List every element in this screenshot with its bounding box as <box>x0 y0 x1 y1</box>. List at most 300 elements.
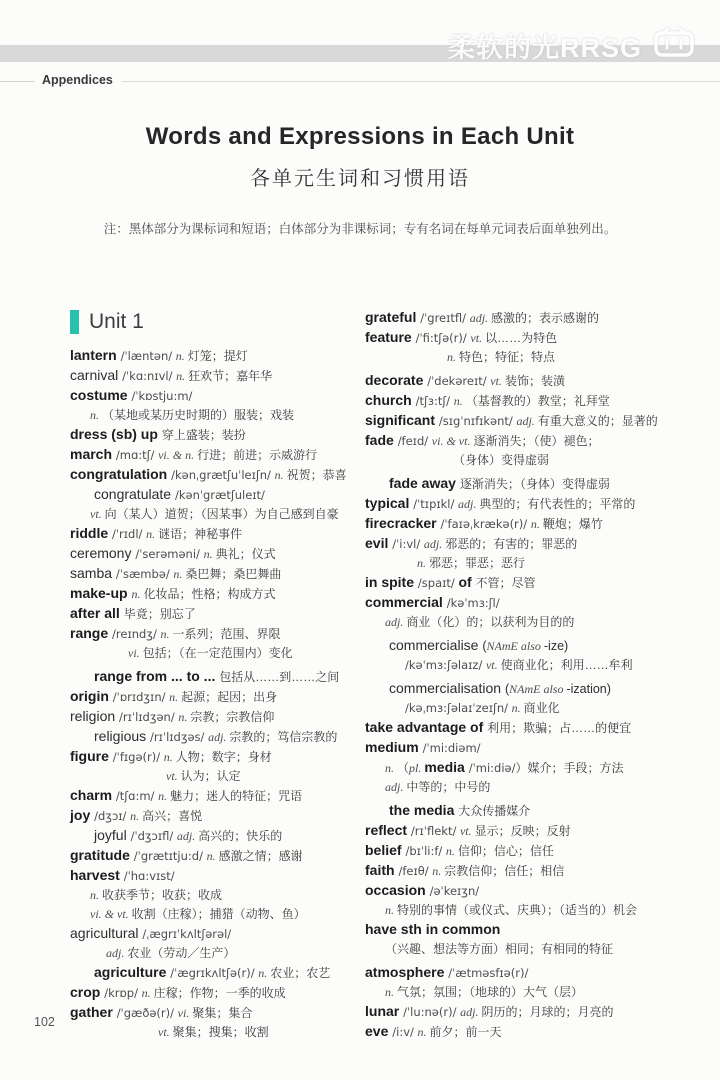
vocab-definition: 邪恶的；有害的；罪恶的 <box>445 537 578 551</box>
vocab-definition: 灯笼；提灯 <box>187 349 248 363</box>
watermark-text: 柔软的光RRSG <box>447 32 642 63</box>
vocab-line <box>365 573 695 593</box>
vocab-line <box>365 348 695 367</box>
vocab-pos: vi. <box>128 646 143 660</box>
vocab-phonetic: /kəˈmɜ:ʃəlaɪz/ <box>405 658 486 672</box>
vocab-pos: adj. <box>458 497 480 511</box>
vocab-headword: make-up <box>70 585 132 601</box>
vocab-headword: congratulation <box>70 466 172 482</box>
bilibili-tv-icon <box>652 26 696 65</box>
vocab-line <box>70 505 366 524</box>
vocab-pos: n. <box>141 986 154 1000</box>
vocab-definition: 起源；起因；出身 <box>181 690 278 704</box>
vocab-line <box>70 767 366 786</box>
vocab-phonetic: /tʃɑ:m/ <box>115 789 159 803</box>
vocab-definition: （基督教的）教堂；礼拜堂 <box>465 394 610 408</box>
vocab-definition: 桑巴舞；桑巴舞曲 <box>185 567 282 581</box>
watermark <box>448 27 696 63</box>
vocab-note: -ization) <box>566 682 611 696</box>
vocab-phonetic: /əˈkeɪʒn/ <box>429 884 480 898</box>
vocab-phonetic: /rɪˈflekt/ <box>410 824 460 838</box>
vocab-line <box>70 445 366 465</box>
vocab-column-left <box>70 346 366 1042</box>
vocab-headword: evil <box>365 535 393 551</box>
vocab-line <box>70 747 366 767</box>
vocab-pos: n. <box>146 527 159 541</box>
vocab-definition: 宗教；宗教信仰 <box>190 710 275 724</box>
vocab-definition: 不管；尽管 <box>475 576 536 590</box>
vocab-phonetic: /ˈi:vl/ <box>392 537 424 551</box>
vocab-definition: 特别的事情（或仪式、庆典）；（适当的）机会 <box>397 903 638 917</box>
vocab-pos: n. <box>203 547 216 561</box>
vocab-headword: decorate <box>365 372 428 388</box>
vocab-line <box>365 431 695 451</box>
vocab-definition: 感激的；表示感谢的 <box>491 311 600 325</box>
vocab-headword: church <box>365 392 416 408</box>
vocab-headword: harvest <box>70 867 124 883</box>
vocab-pos: n. <box>206 849 219 863</box>
vocab-line <box>70 707 366 727</box>
vocab-pos: n. <box>417 1025 430 1039</box>
vocab-headword: samba <box>70 565 116 581</box>
vocab-line <box>70 886 366 905</box>
vocab-line <box>70 826 366 846</box>
vocab-pos: vi. <box>177 1006 193 1020</box>
vocab-definition: 感激之情；感谢 <box>218 849 303 863</box>
vocab-phonetic: /ˈmi:diə/ <box>468 761 516 775</box>
vocab-definition: ）媒介；手段；方法 <box>515 761 624 775</box>
vocab-pos: adj. <box>423 537 446 551</box>
vocab-definition: 行进；前进；示威游行 <box>197 448 318 462</box>
vocab-pos: vt. <box>158 1025 173 1039</box>
vocab-phonetic: /ˈgæðə(r)/ <box>116 1006 178 1020</box>
vocab-line <box>365 940 695 959</box>
vocab-definition: 有重大意义的；显著的 <box>537 414 658 428</box>
vocab-headword: eve <box>365 1023 393 1039</box>
vocab-definition: 毕竟；别忘了 <box>123 607 196 621</box>
vocab-headword: media <box>424 759 469 775</box>
vocab-headword: dress (sb) up <box>70 426 162 442</box>
vocab-definition: 特色；特征；特点 <box>459 350 556 364</box>
vocab-pos: vt. <box>490 374 505 388</box>
vocab-definition: 逐渐消失；（身体）变得虚弱 <box>459 477 610 491</box>
vocab-line <box>70 564 366 584</box>
vocab-definition: 典礼；仪式 <box>215 547 276 561</box>
vocab-line <box>70 386 366 406</box>
vocab-phonetic: /ˈgreɪtfl/ <box>420 311 470 325</box>
vocab-phonetic: /ˈserəməni/ <box>135 547 204 561</box>
vocab-line <box>70 584 366 604</box>
vocab-definition: （某地或某历史时期的）服装；戏装 <box>102 408 295 422</box>
vocab-definition: 聚集；搜集；收割 <box>172 1025 269 1039</box>
vocab-headword: of <box>458 574 476 590</box>
vocab-line <box>365 983 695 1002</box>
vocab-phonetic: /ˈrɪdl/ <box>112 527 147 541</box>
header-rule-right <box>122 81 720 82</box>
vocab-headword: reflect <box>365 822 411 838</box>
vocab-phonetic: /ˈlæntən/ <box>120 349 176 363</box>
vocab-line <box>70 667 366 687</box>
unit-section-header <box>70 310 144 334</box>
legend-note: 注：黑体部分为课标词和短语；白体部分为非课标词；专有名词在每单元词表后面单独列出。 <box>103 222 617 236</box>
vocab-definition: 收获季节；收获；收成 <box>102 888 223 902</box>
vocab-headword: agriculture <box>94 964 171 980</box>
vocab-headword: crop <box>70 984 105 1000</box>
vocab-definition: 邪恶；罪恶；恶行 <box>429 556 526 570</box>
vocab-pos: n. <box>178 710 191 724</box>
vocab-phonetic: /ˈhɑ:vɪst/ <box>123 869 175 883</box>
vocab-headword: after all <box>70 605 124 621</box>
vocab-line <box>365 901 695 920</box>
page-title: Words and Expressions in Each Unit <box>145 123 575 150</box>
vocab-definition: 狂欢节；嘉年华 <box>188 369 273 383</box>
vocab-pos: vt. <box>470 331 486 345</box>
vocab-line <box>365 636 695 656</box>
vocab-definition: 商业化 <box>523 701 560 715</box>
vocab-headword: commercial <box>365 594 447 610</box>
vocab-definition: 使商业化；利用……牟利 <box>500 658 633 672</box>
vocab-line <box>365 679 695 699</box>
vocab-headword: joy <box>70 807 95 823</box>
vocab-line <box>70 727 366 747</box>
vocab-headword: firecracker <box>365 515 441 531</box>
vocab-definition: 阴历的；月球的；月亮的 <box>481 1005 614 1019</box>
vocab-line <box>70 806 366 826</box>
vocab-pos: n. <box>173 567 186 581</box>
vocab-line <box>365 451 695 470</box>
vocab-headword: ceremony <box>70 545 136 561</box>
vocab-phonetic: /ˈsæmbə/ <box>115 567 174 581</box>
vocab-definition: 向（某人）道贺；（因某事）为自己感到自豪 <box>104 507 339 521</box>
vocab-phonetic: /feɪd/ <box>397 434 432 448</box>
vocab-definition: 宗教的；笃信宗教的 <box>229 730 338 744</box>
vocab-pos: adj. <box>516 414 538 428</box>
vocab-definition: 谜语；神秘事件 <box>158 527 243 541</box>
vocab-line <box>365 881 695 901</box>
vocab-line <box>70 1003 366 1023</box>
vocab-pos: n. <box>453 394 466 408</box>
vocab-line <box>365 514 695 534</box>
vocab-headword: gather <box>70 1004 117 1020</box>
vocab-pos: vt. <box>90 507 105 521</box>
vocab-headword: figure <box>70 748 113 764</box>
unit-title: Unit 1 <box>89 310 144 333</box>
vocab-headword: costume <box>70 387 132 403</box>
vocab-pos: adj. <box>469 311 492 325</box>
vocab-line <box>365 1002 695 1022</box>
vocab-line <box>70 485 366 505</box>
vocab-line <box>365 821 695 841</box>
vocab-line <box>365 861 695 881</box>
vocab-line <box>70 624 366 644</box>
vocab-headword: gratitude <box>70 847 134 863</box>
vocab-column-right <box>365 308 695 1042</box>
vocab-line <box>365 963 695 983</box>
vocab-line <box>70 425 366 445</box>
vocab-line <box>365 371 695 391</box>
vocab-line <box>70 406 366 425</box>
vocab-pos: vi. & n. <box>158 448 198 462</box>
vocab-line <box>365 758 695 778</box>
vocab-phonetic: /ˈlu:nə(r)/ <box>403 1005 461 1019</box>
vocab-definition: 气氛；氛围；（地球的）大气（层） <box>397 985 584 999</box>
page-number: 102 <box>34 1015 55 1029</box>
vocab-pos: n. <box>417 556 429 570</box>
vocab-line <box>70 644 366 663</box>
vocab-definition: 利用；欺骗；占……的便宜 <box>487 721 632 735</box>
vocab-definition: 聚集；集合 <box>192 1006 253 1020</box>
running-header <box>0 72 720 90</box>
vocab-pos: adj. <box>460 1005 482 1019</box>
vocab-pos: n. <box>445 844 458 858</box>
vocab-line <box>70 866 366 886</box>
vocab-headword: atmosphere <box>365 964 449 980</box>
vocab-headword: occasion <box>365 882 430 898</box>
vocab-pos: pl. <box>409 761 425 775</box>
vocab-line <box>365 738 695 758</box>
vocab-line <box>70 465 366 485</box>
vocab-phonetic: /bɪˈli:f/ <box>405 844 446 858</box>
vocab-line <box>70 366 366 386</box>
vocab-phonetic: /tʃɜ:tʃ/ <box>415 394 454 408</box>
vocab-definition: （ <box>397 761 410 775</box>
vocab-definition: 显示；反映；反射 <box>474 824 571 838</box>
vocab-definition: 大众传播媒介 <box>458 804 531 818</box>
vocab-phonetic: /ˈtɪpɪkl/ <box>413 497 459 511</box>
vocab-definition: 穿上盛装；装扮 <box>161 428 246 442</box>
vocab-definition: 认为；认定 <box>180 769 241 783</box>
vocab-phonetic: /mɑ:tʃ/ <box>115 448 159 462</box>
vocab-definition: 化妆品；性格；构成方式 <box>143 587 276 601</box>
vocab-headword: religion <box>70 708 120 724</box>
vocab-headword: fade <box>365 432 398 448</box>
vocab-line <box>70 905 366 924</box>
vocab-pos: adj. <box>385 780 407 794</box>
vocab-phonetic: /kəˈmɜ:ʃl/ <box>446 596 500 610</box>
vocab-definition: 信仰；信心；信任 <box>457 844 554 858</box>
vocab-pos: n. <box>385 761 397 775</box>
vocab-line <box>70 687 366 707</box>
vocab-note: ( <box>504 682 510 696</box>
vocab-line <box>365 841 695 861</box>
vocab-pos: n. <box>131 587 144 601</box>
vocab-line <box>365 613 695 632</box>
vocab-phonetic: /sɪgˈnɪfɪkənt/ <box>438 414 517 428</box>
vocab-pos: n. <box>447 350 459 364</box>
appendices-label: Appendices <box>42 73 113 87</box>
vocab-headword: lantern <box>70 347 121 363</box>
vocab-phonetic: /rɪˈlɪdʒən/ <box>119 710 179 724</box>
vocab-line <box>365 778 695 797</box>
vocab-line <box>365 308 695 328</box>
vocab-definition: 魅力；迷人的特征；咒语 <box>170 789 303 803</box>
vocab-headword: carnival <box>70 367 123 383</box>
vocab-headword: the media <box>389 802 459 818</box>
vocab-phonetic: /ˈkɒstju:m/ <box>131 389 193 403</box>
vocab-pos: n. <box>90 408 102 422</box>
vocab-definition: 祝贺；恭喜 <box>286 468 347 482</box>
vocab-definition: 收割（庄稼）；捕猎（动物、鱼） <box>131 907 306 921</box>
vocab-headword: in spite <box>365 574 418 590</box>
vocab-line <box>365 1022 695 1042</box>
vocab-headword: belief <box>365 842 406 858</box>
vocab-definition: 宗教信仰；信任；相信 <box>444 864 565 878</box>
vocab-phonetic: /spaɪt/ <box>417 576 459 590</box>
vocab-line <box>365 593 695 613</box>
vocab-line <box>70 924 366 944</box>
vocab-line <box>70 963 366 983</box>
vocab-headword: congratulate <box>94 486 175 502</box>
vocab-definition: 中等的；中号的 <box>406 780 491 794</box>
vocab-line <box>365 718 695 738</box>
vocab-phonetic: /ˈætməsfɪə(r)/ <box>448 966 529 980</box>
vocab-line <box>365 494 695 514</box>
vocab-phonetic: /ˈægrɪkʌltʃə(r)/ <box>170 966 259 980</box>
vocab-pos: n. <box>160 627 173 641</box>
vocab-line <box>365 391 695 411</box>
vocab-line <box>365 474 695 494</box>
vocab-line <box>70 846 366 866</box>
vocab-pos: n. <box>258 966 271 980</box>
vocab-phonetic: /i:v/ <box>392 1025 418 1039</box>
vocab-phonetic: /ˈdekəreɪt/ <box>427 374 491 388</box>
vocab-pos: n. <box>511 701 524 715</box>
vocab-pos: vt. <box>459 824 475 838</box>
vocab-definition: 高兴；喜悦 <box>142 809 203 823</box>
vocab-pos: n. <box>169 690 182 704</box>
vocab-headword: agricultural <box>70 925 143 941</box>
vocab-headword: religious <box>94 728 151 744</box>
unit-accent-bar <box>70 310 79 334</box>
vocab-definition: 装饰；装潢 <box>504 374 565 388</box>
vocab-pos: adj. <box>208 730 230 744</box>
vocab-pos: n. <box>163 750 176 764</box>
page-subtitle: 各单元生词和习惯用语 <box>250 168 470 190</box>
vocab-pos: adj. <box>176 829 199 843</box>
vocab-definition: 鞭炮；爆竹 <box>542 517 603 531</box>
vocab-line <box>70 544 366 564</box>
vocab-headword: range <box>70 625 113 641</box>
vocab-definition: 典型的；有代表性的；平常的 <box>479 497 636 511</box>
vocab-line <box>70 346 366 366</box>
vocab-note: ( <box>482 639 487 653</box>
vocab-phonetic: /ˌægrɪˈkʌltʃərəl/ <box>142 927 232 941</box>
vocab-definition: 逐渐消失；（使）褪色； <box>473 434 600 448</box>
vocab-headword: take advantage of <box>365 719 488 735</box>
vocab-headword: lunar <box>365 1003 404 1019</box>
vocab-phonetic: /ˈdʒɔɪfl/ <box>130 829 177 843</box>
vocab-definition: 农业；农艺 <box>270 966 331 980</box>
vocab-headword: have sth in common <box>365 921 501 937</box>
vocab-phonetic: /rɪˈlɪdʒəs/ <box>150 730 209 744</box>
vocab-headword: range from ... to ... <box>94 668 220 684</box>
vocab-line <box>365 801 695 821</box>
vocab-definition: 高兴的；快乐的 <box>198 829 283 843</box>
vocab-pos: vi. & vt. <box>431 434 474 448</box>
vocab-definition: 农业（劳动／生产） <box>127 946 236 960</box>
vocab-phonetic: /reɪndʒ/ <box>112 627 161 641</box>
vocab-pos: NAmE also <box>486 639 544 653</box>
vocab-headword: joyful <box>94 827 131 843</box>
vocab-phonetic: /ˈkɑ:nɪvl/ <box>122 369 177 383</box>
vocab-headword: charm <box>70 787 116 803</box>
vocab-pos: n. <box>176 369 189 383</box>
vocab-pos: adj. <box>106 946 128 960</box>
vocab-headword: commercialisation <box>389 680 505 696</box>
vocab-pos: n. <box>175 349 188 363</box>
vocab-pos: n. <box>158 789 171 803</box>
vocab-phonetic: /ˈgrætɪtju:d/ <box>133 849 207 863</box>
vocab-phonetic: /ˈɒrɪdʒɪn/ <box>112 690 170 704</box>
vocab-headword: significant <box>365 412 439 428</box>
vocab-pos: n. <box>130 809 143 823</box>
vocab-definition: （身体）变得虚弱 <box>453 453 550 467</box>
vocab-pos: n. <box>530 517 543 531</box>
vocab-headword: march <box>70 446 116 462</box>
vocab-phonetic: /ˈmi:diəm/ <box>422 741 481 755</box>
vocab-line <box>70 983 366 1003</box>
vocab-pos: vi. & vt. <box>90 907 132 921</box>
vocab-line <box>365 328 695 348</box>
vocab-line <box>365 656 695 675</box>
vocab-line <box>70 604 366 624</box>
vocab-line <box>365 534 695 554</box>
vocab-line <box>70 1023 366 1042</box>
vocab-headword: commercialise <box>389 637 483 653</box>
vocab-phonetic: /kənˈgrætʃuleɪt/ <box>174 488 265 502</box>
vocab-definition: 商业（化）的；以获利为目的的 <box>406 615 575 629</box>
vocab-phonetic: /kənˌgrætʃuˈleɪʃn/ <box>171 468 275 482</box>
vocab-phonetic: /ˈfɪgə(r)/ <box>112 750 164 764</box>
vocab-headword: medium <box>365 739 423 755</box>
vocab-definition: 包括从……到……之间 <box>219 670 340 684</box>
vocab-headword: fade away <box>389 475 460 491</box>
vocab-headword: feature <box>365 329 416 345</box>
vocab-pos: vt. <box>485 658 501 672</box>
vocab-phonetic: /krɒp/ <box>104 986 142 1000</box>
vocab-line <box>365 411 695 431</box>
vocab-pos: n. <box>385 985 397 999</box>
vocab-definition: 以……为特色 <box>485 331 558 345</box>
vocab-headword: faith <box>365 862 399 878</box>
vocab-definition: （兴趣、想法等方面）相同；有相同的特征 <box>385 942 614 956</box>
vocab-definition: 包括；（在一定范围内）变化 <box>142 646 293 660</box>
vocab-pos: NAmE also <box>509 682 567 696</box>
vocab-pos: n. <box>385 903 397 917</box>
vocab-pos: adj. <box>385 615 407 629</box>
vocab-pos: vt. <box>166 769 181 783</box>
vocab-headword: typical <box>365 495 414 511</box>
vocab-headword: riddle <box>70 525 113 541</box>
vocab-phonetic: /feɪθ/ <box>398 864 433 878</box>
vocab-line <box>365 920 695 940</box>
vocab-line <box>365 699 695 718</box>
vocab-pos: n. <box>432 864 445 878</box>
vocab-note: -ize) <box>543 639 569 653</box>
vocab-definition: 一系列；范围、界限 <box>172 627 281 641</box>
vocab-definition: 前夕；前一天 <box>429 1025 502 1039</box>
vocab-phonetic: /ˈfi:tʃə(r)/ <box>415 331 471 345</box>
vocab-phonetic: /kəˌmɜ:ʃəlaɪˈzeɪʃn/ <box>405 701 512 715</box>
vocab-line <box>365 554 695 573</box>
vocab-headword: grateful <box>365 309 421 325</box>
vocab-line <box>70 786 366 806</box>
vocab-line <box>70 524 366 544</box>
vocab-line <box>70 944 366 963</box>
vocab-definition: 庄稼；作物；一季的收成 <box>153 986 286 1000</box>
header-rule-left <box>0 81 34 82</box>
vocab-phonetic: /ˈfaɪəˌkrækə(r)/ <box>440 517 531 531</box>
